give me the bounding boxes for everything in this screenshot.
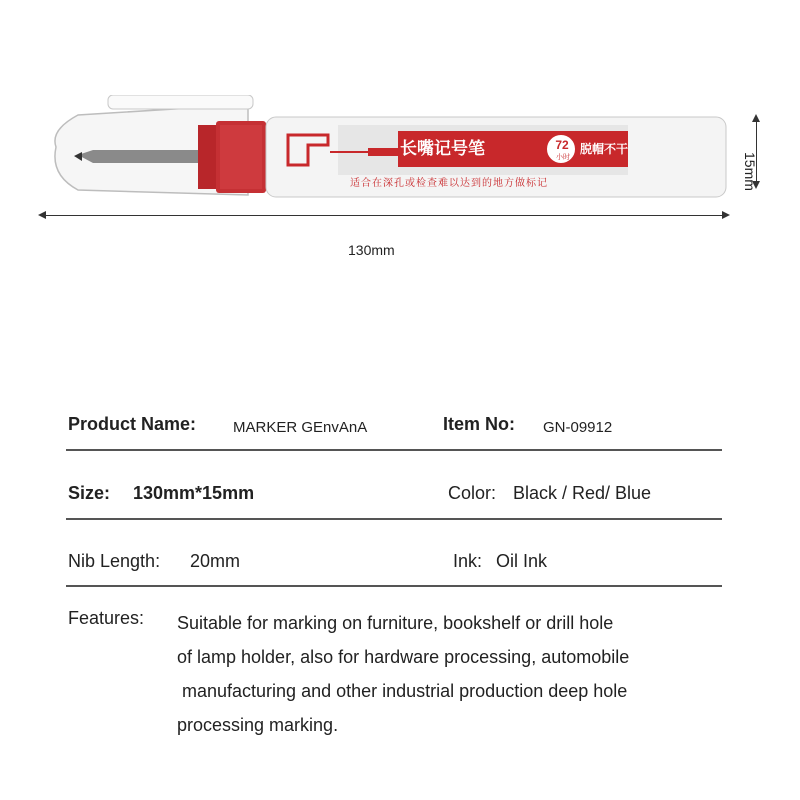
length-dimension-line: [40, 215, 728, 216]
cap-clip: [108, 95, 253, 109]
features-line-3: manufacturing and other industrial production deep hole: [177, 681, 628, 701]
metal-nib: [78, 150, 198, 163]
size-value: 130mm*15mm: [133, 483, 255, 503]
pen-note-cn: 适合在深孔或检查难以达到的地方做标记: [350, 178, 548, 189]
color-label: Color:: [448, 483, 497, 503]
features-line-1: Suitable for marking on furniture, bookshelf or drill hole: [177, 613, 614, 633]
nib-length-label: Nib Length:: [68, 551, 161, 571]
color-value: Black / Red/ Blue: [513, 483, 652, 503]
red-collar: [198, 125, 218, 189]
features-text: [177, 606, 777, 742]
product-name-label: Product Name:: [68, 414, 197, 434]
size-label: Size:: [68, 483, 111, 503]
width-label: 15mm: [742, 152, 758, 191]
item-no-label: Item No:: [443, 414, 515, 434]
item-no-value: GN-09912: [543, 419, 613, 436]
divider-2: [66, 518, 722, 520]
features-label: Features:: [68, 608, 145, 628]
nib-length-value: 20mm: [190, 551, 241, 571]
ink-value: Oil Ink: [496, 551, 548, 571]
length-label: 130mm: [348, 242, 395, 258]
divider-1: [66, 449, 722, 451]
ink-label: Ink:: [453, 551, 483, 571]
features-line-2: of lamp holder, also for hardware processing, automobile: [177, 647, 630, 667]
arrow-up-icon: [752, 114, 760, 122]
divider-3: [66, 585, 722, 587]
arrow-right-icon: [722, 211, 730, 219]
product-name-value: MARKER GEnvAnA: [233, 419, 368, 436]
hours-badge-number: 72: [555, 138, 569, 152]
pen-title-cn: 长嘴记号笔: [400, 139, 485, 158]
cap-text-cn: 脱帽不干: [580, 142, 629, 156]
arrow-left-icon: [38, 211, 46, 219]
features-line-4: processing marking.: [177, 715, 339, 735]
hours-badge-unit: 小时: [556, 154, 570, 161]
